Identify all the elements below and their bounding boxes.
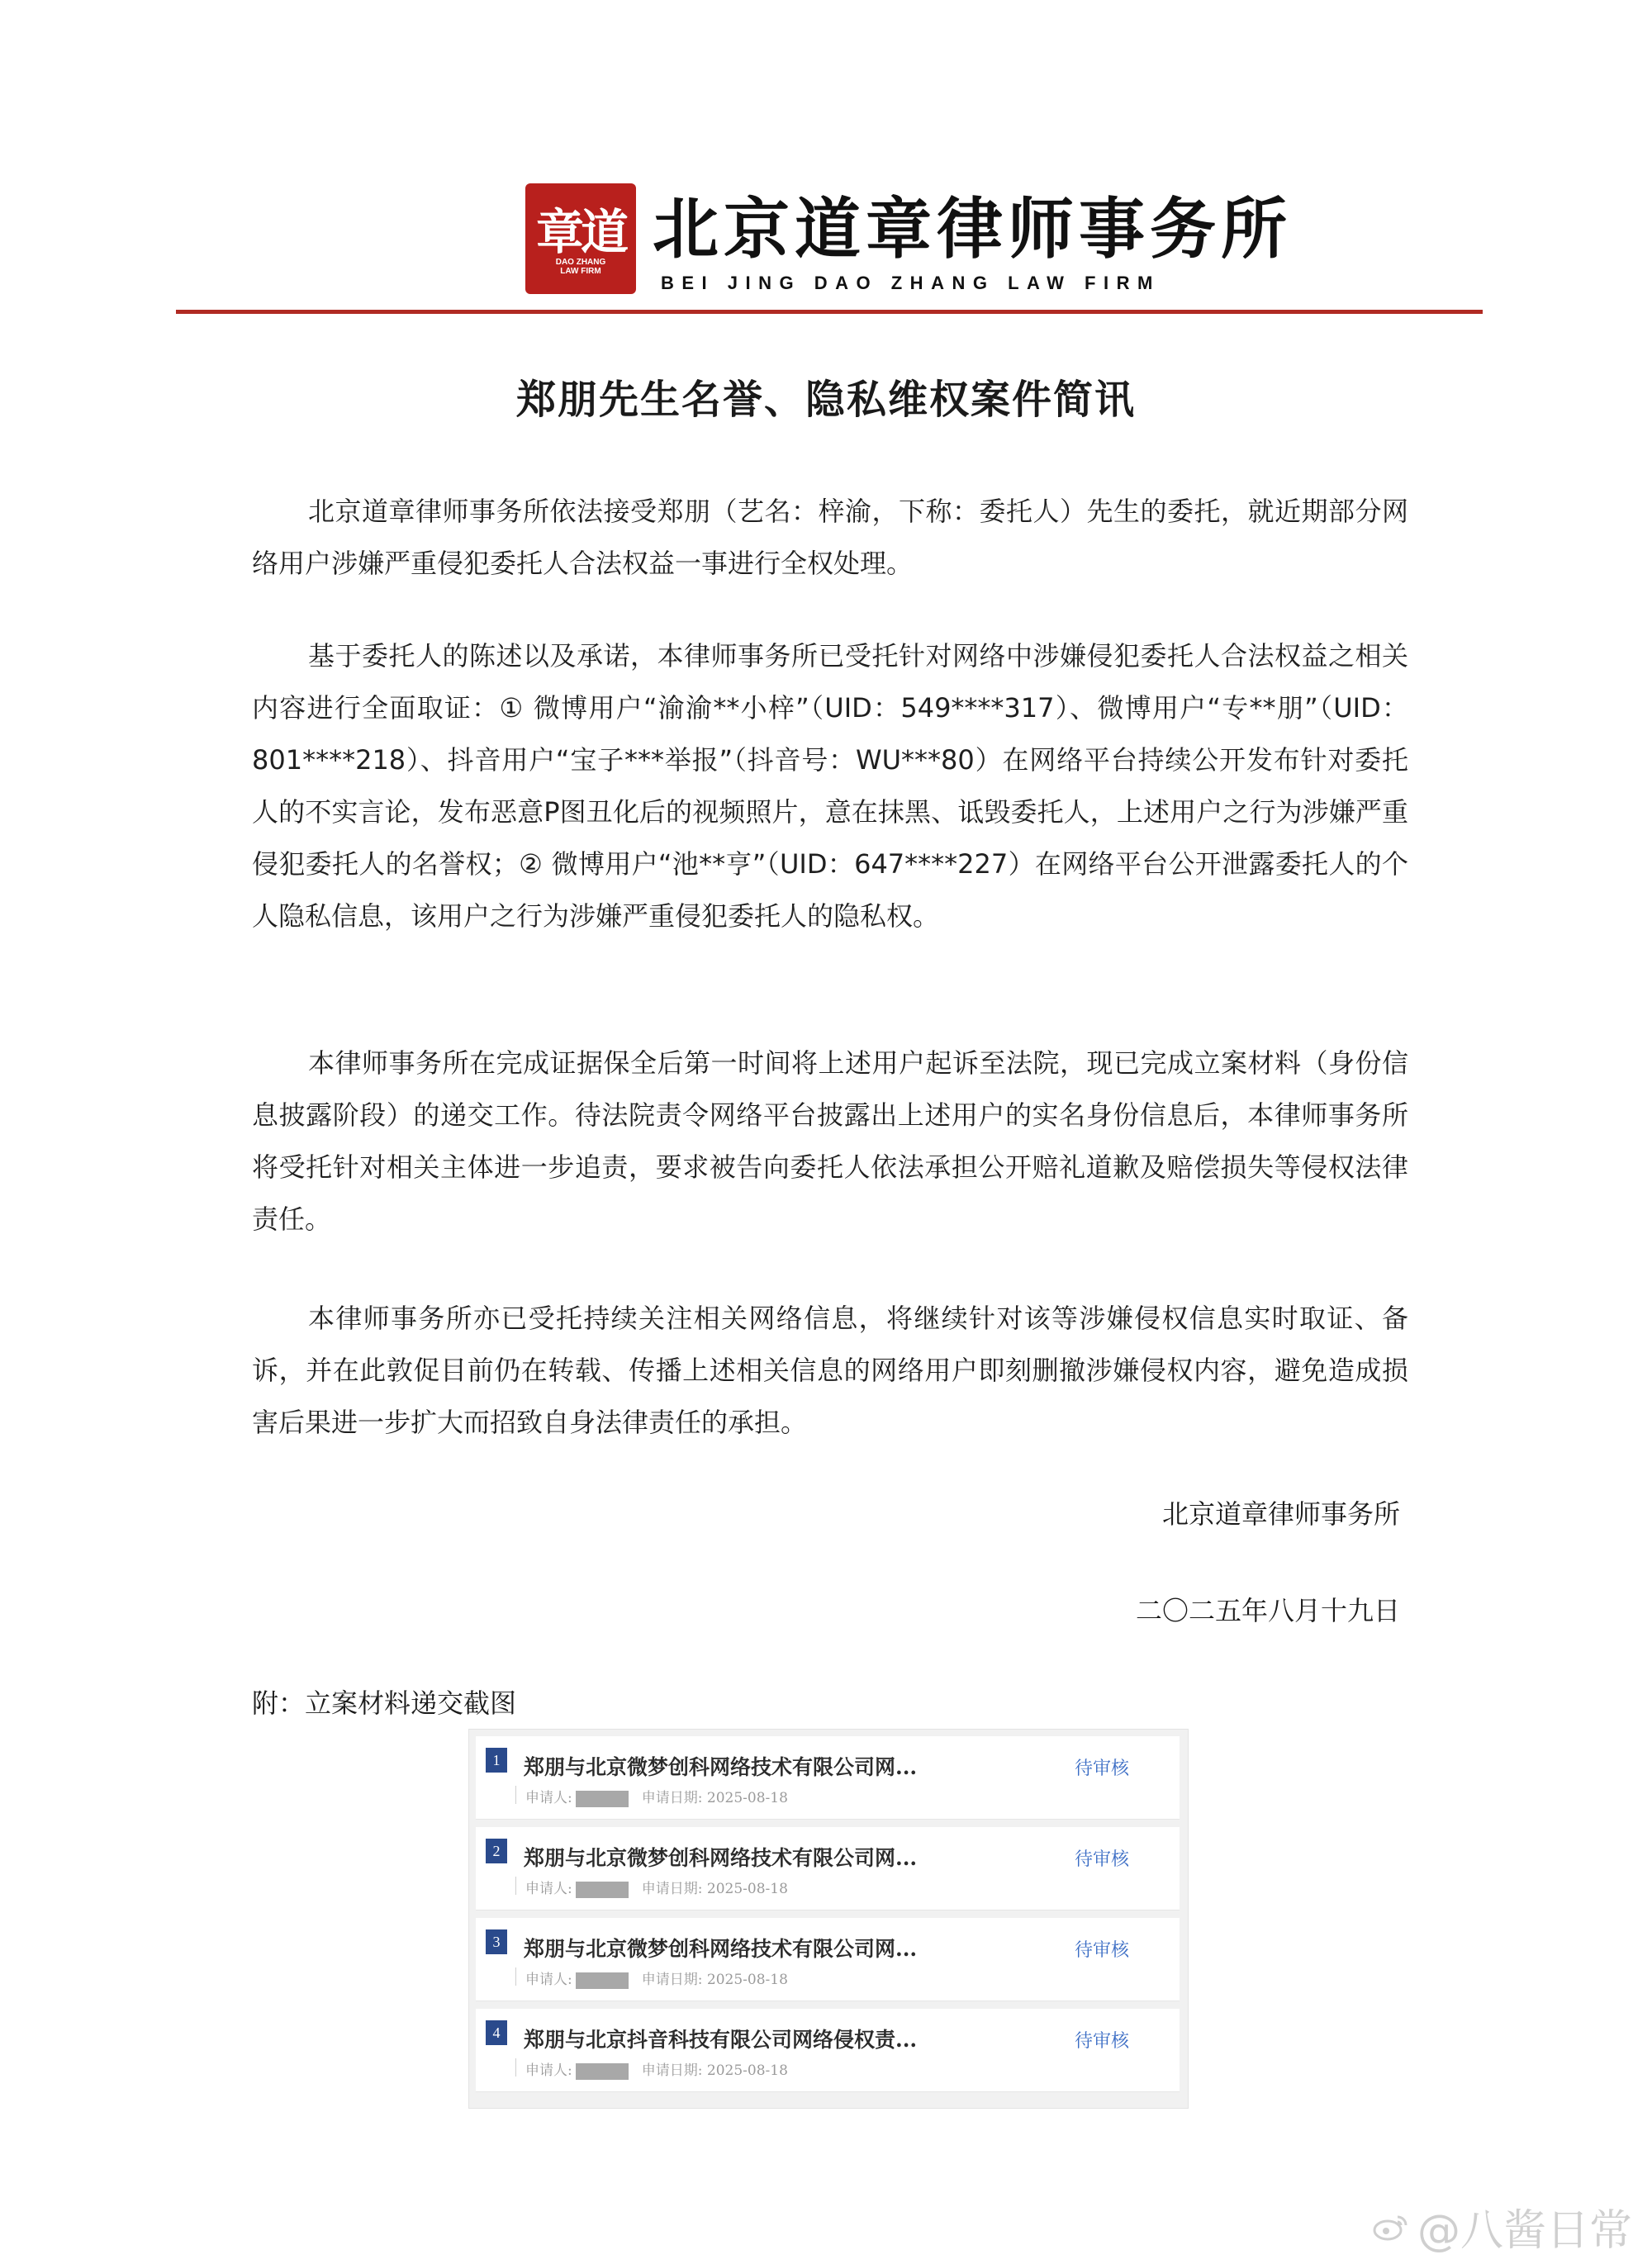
attachment-label: 附：立案材料递交截图: [252, 1687, 517, 1719]
row-divider: [515, 1877, 516, 1895]
case-row[interactable]: [476, 1827, 1180, 1910]
firm-logo-seal: [525, 183, 636, 294]
document-title: 郑朋先生名誉、隐私维权案件简讯: [515, 377, 1136, 423]
firm-name-english: BEI JING DAO ZHANG LAW FIRM: [661, 273, 1161, 293]
case-number-badge: 3: [486, 1929, 507, 1954]
case-number-badge: 4: [486, 2020, 507, 2045]
paragraph-2: 基于委托人的陈述以及承诺，本律师事务所已受托针对网络中涉嫌侵犯委托人合法权益之相关内容进行全面取证：① 微博用户“渝渝**小梓”（UID：549****317）、微博用户“专**朋”（UID：801****218）、抖音用户“宝子***举报”（抖音号：WU***80）在网络平台持续公开发布针对委托人的不实言论，发布恶意P图丑化后的视频照片，意在抹黑、诋毁委托人，上述用户之行为涉嫌严重侵犯委托人的名誉权；② 微博用户“池**亨”（UID：647****227）在网络平台公开泄露委托人的个人隐私信息，该用户之行为涉嫌严重侵犯委托人的隐私权。: [252, 640, 1408, 932]
case-meta: [525, 1967, 788, 1989]
firm-name-chinese: 北京道章律师事务所: [653, 190, 1292, 268]
redacted-applicant: [576, 1972, 629, 1989]
application-date: 2025-08-18: [706, 1881, 788, 1897]
case-number-badge: 1: [486, 1748, 507, 1773]
case-row[interactable]: [476, 1918, 1180, 2001]
signature-date: 二〇二五年八月十九日: [1135, 1595, 1400, 1626]
case-title[interactable]: 郑朋与北京微梦创科网络技术有限公司网...: [524, 1846, 918, 1870]
case-meta: [525, 1877, 788, 1898]
redacted-applicant: [576, 1882, 629, 1898]
case-meta: [525, 2058, 788, 2080]
case-number-badge: 2: [486, 1839, 507, 1863]
application-date: 2025-08-18: [706, 1790, 788, 1806]
date-label: 申请日期:: [641, 1881, 703, 1897]
seal-english-line1: DAO ZHANG: [555, 258, 606, 267]
date-label: 申请日期:: [641, 1790, 703, 1806]
weibo-icon: [1373, 2212, 1409, 2242]
signature-firm: 北京道章律师事务所: [1161, 1498, 1400, 1530]
paragraph-1: 北京道章律师事务所依法接受郑朋（艺名：梓渝，下称：委托人）先生的委托，就近期部分网络用户涉嫌严重侵犯委托人合法权益一事进行全权处理。: [252, 496, 1408, 579]
date-label: 申请日期:: [641, 2062, 703, 2079]
weibo-watermark: [1373, 2195, 1632, 2257]
row-divider: [515, 1967, 516, 1986]
applicant-label: 申请人:: [525, 1972, 572, 1988]
attachment-screenshot: [468, 1729, 1189, 2109]
seal-english-line2: LAW FIRM: [560, 267, 601, 276]
header-divider: [176, 310, 1483, 314]
watermark-text: @八酱日常: [1417, 2206, 1632, 2256]
case-status: 待审核: [1075, 1849, 1130, 1870]
case-title[interactable]: 郑朋与北京微梦创科网络技术有限公司网...: [524, 1755, 918, 1779]
paragraph-3: 本律师事务所在完成证据保全后第一时间将上述用户起诉至法院，现已完成立案材料（身份信息披露阶段）的递交工作。待法院责令网络平台披露出上述用户的实名身份信息后，本律师事务所将受托针对相关主体进一步追责，要求被告向委托人依法承担公开赔礼道歉及赔偿损失等侵权法律责任。: [252, 1047, 1408, 1235]
date-label: 申请日期:: [641, 1972, 703, 1988]
row-divider: [515, 1786, 516, 1804]
application-date: 2025-08-18: [706, 1972, 788, 1988]
case-status: 待审核: [1075, 1940, 1130, 1961]
case-title[interactable]: 郑朋与北京微梦创科网络技术有限公司网...: [524, 1937, 918, 1961]
applicant-label: 申请人:: [525, 1790, 572, 1806]
paragraph-4: 本律师事务所亦已受托持续关注相关网络信息，将继续针对该等涉嫌侵权信息实时取证、备诉，并在此敦促目前仍在转载、传播上述相关信息的网络用户即刻删撤涉嫌侵权内容，避免造成损害后果进一步扩大而招致自身法律责任的承担。: [252, 1303, 1408, 1438]
applicant-label: 申请人:: [525, 1881, 572, 1897]
redacted-applicant: [576, 1791, 629, 1807]
case-title[interactable]: 郑朋与北京抖音科技有限公司网络侵权责...: [524, 2028, 918, 2052]
case-row[interactable]: [476, 2009, 1180, 2092]
case-row[interactable]: [476, 1736, 1180, 1820]
row-divider: [515, 2058, 516, 2077]
redacted-applicant: [576, 2063, 629, 2080]
seal-characters: 章道: [535, 204, 625, 260]
case-status: 待审核: [1075, 1759, 1130, 1779]
applicant-label: 申请人:: [525, 2062, 572, 2079]
case-meta: [525, 1786, 788, 1807]
case-status: 待审核: [1075, 2031, 1130, 2052]
application-date: 2025-08-18: [706, 2062, 788, 2079]
